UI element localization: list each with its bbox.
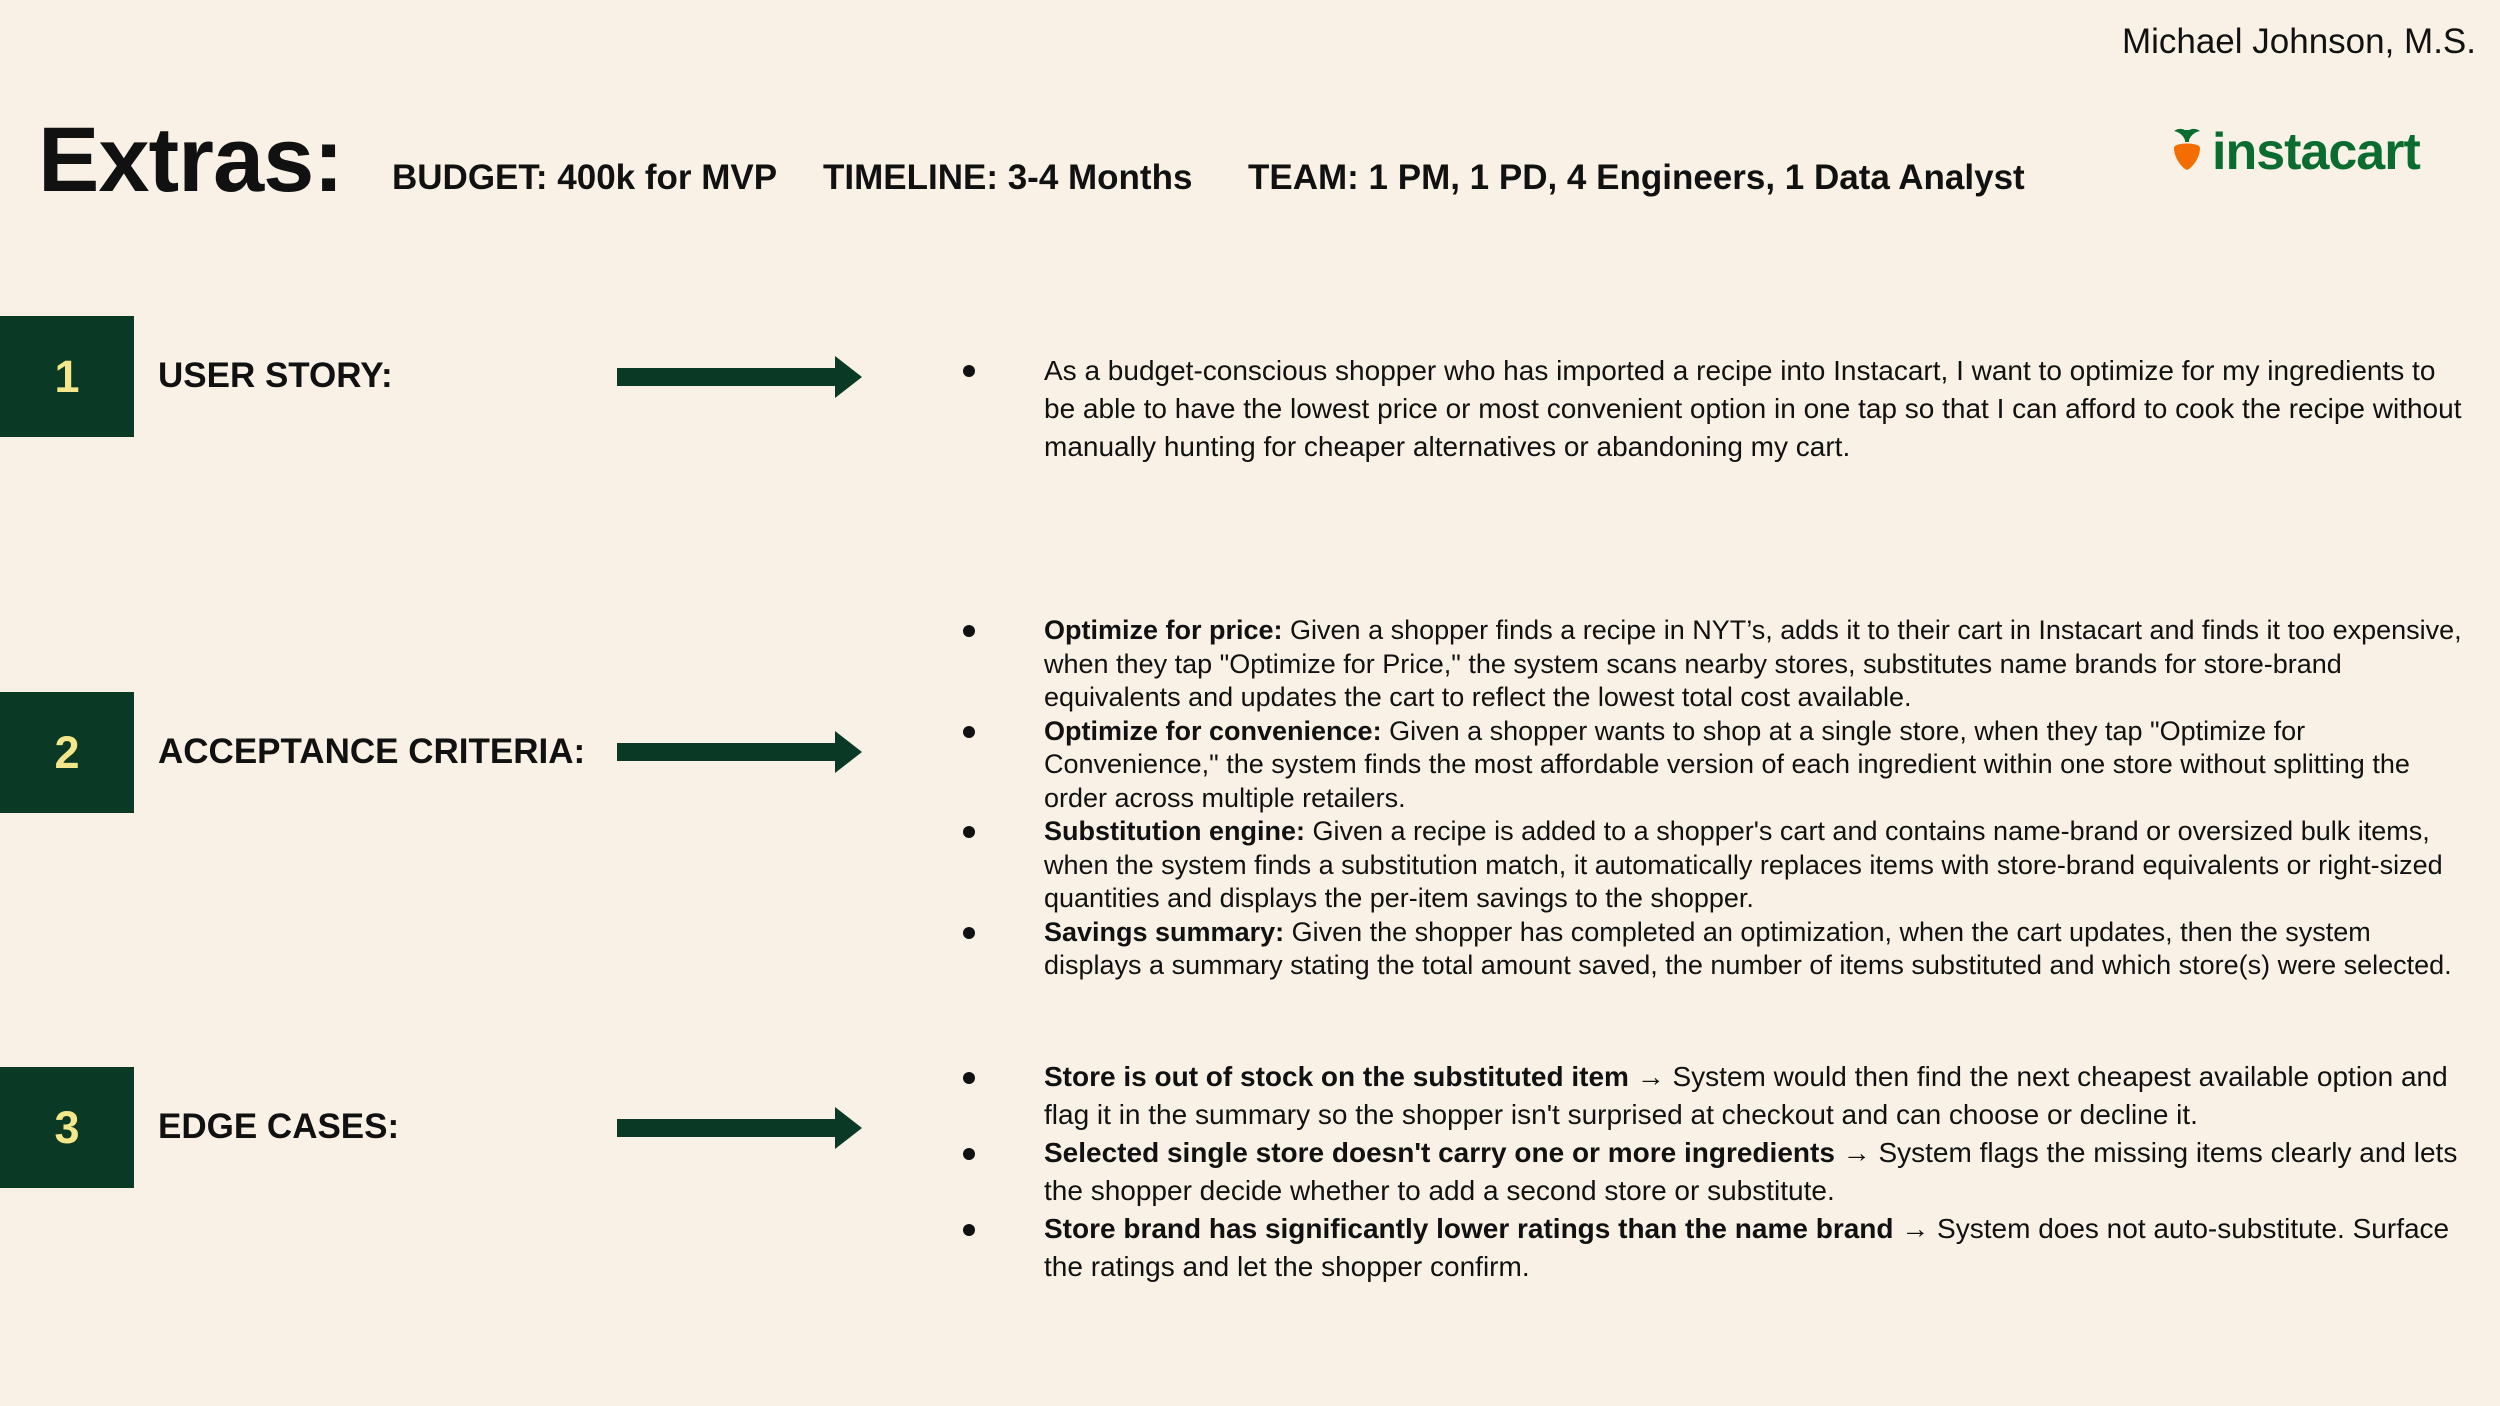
- list-item: Store is out of stock on the substituted item → System would then find the next cheapest available option and flag it in the summary so the shopper isn't surprised at checkout and can choose or decline it.: [0, 1058, 2470, 1134]
- edge-cases-list: [0, 1058, 2470, 1286]
- bullet-icon: [963, 726, 975, 738]
- bullet-icon: [963, 1072, 975, 1084]
- list-item: Savings summary: Given the shopper has completed an optimization, when the cart updates, then the system displays a summary stating the total amount saved, the number of items substituted and which store(s) were selected.: [0, 916, 2470, 983]
- acceptance-criteria-list: [0, 614, 2470, 983]
- team-label: TEAM: 1 PM, 1 PD, 4 Engineers, 1 Data Analyst: [1248, 158, 2025, 197]
- section-number-1: 1: [0, 316, 134, 437]
- list-item: Store brand has significantly lower ratings than the name brand → System does not auto-substitute. Surface the ratings and let the shopper confirm.: [0, 1210, 2470, 1286]
- list-item: Selected single store doesn't carry one or more ingredients → System flags the missing items clearly and lets the shopper decide whether to add a second store or substitute.: [0, 1134, 2470, 1210]
- bullet-icon: [963, 625, 975, 637]
- list-item: Optimize for convenience: Given a shopper wants to shop at a single store, when they tap "Optimize for Convenience," the system finds the most affordable version of each ingredient within one store without splitting the order across multiple retailers.: [0, 715, 2470, 816]
- bullet-icon: [963, 365, 975, 377]
- list-item: Optimize for price: Given a shopper finds a recipe in NYT’s, adds it to their cart in Instacart and finds it too expensive, when they tap "Optimize for Price," the system scans nearby stores, substitutes name brands for store-brand equivalents and updates the cart to reflect the lowest total cost available.: [0, 614, 2470, 715]
- budget-label: BUDGET: 400k for MVP: [392, 158, 778, 197]
- user-story-list: [0, 352, 2470, 466]
- section-number-3: 3: [0, 1067, 134, 1188]
- bullet-icon: [963, 826, 975, 838]
- timeline-label: TIMELINE: 3-4 Months: [823, 158, 1193, 197]
- list-item: Substitution engine: Given a recipe is added to a shopper's cart and contains name-brand or oversized bulk items, when the system finds a substitution match, it automatically replaces items with store-brand equivalents or right-sized quantities and displays the per-item savings to the shopper.: [0, 815, 2470, 916]
- list-item: As a budget-conscious shopper who has imported a recipe into Instacart, I want to optimize for my ingredients to be able to have the lowest price or most convenient option in one tap so that I can afford to cook the recipe without manually hunting for cheaper alternatives or abandoning my cart.: [0, 352, 2470, 466]
- section-label-user-story: USER STORY:: [158, 356, 393, 395]
- instacart-logo: [2170, 122, 2430, 192]
- section-number-2: 2: [0, 692, 134, 813]
- bullet-icon: [963, 1148, 975, 1160]
- bullet-icon: [963, 927, 975, 939]
- carrot-icon: [2170, 128, 2204, 172]
- logo-wordmark: instacart: [2212, 123, 2420, 181]
- section-label-edge-cases: EDGE CASES:: [158, 1107, 400, 1146]
- bullet-icon: [963, 1224, 975, 1236]
- author-name: Michael Johnson, M.S.: [2121, 22, 2476, 61]
- page-title: Extras:: [38, 109, 343, 211]
- section-label-acceptance-criteria: ACCEPTANCE CRITERIA:: [158, 732, 586, 771]
